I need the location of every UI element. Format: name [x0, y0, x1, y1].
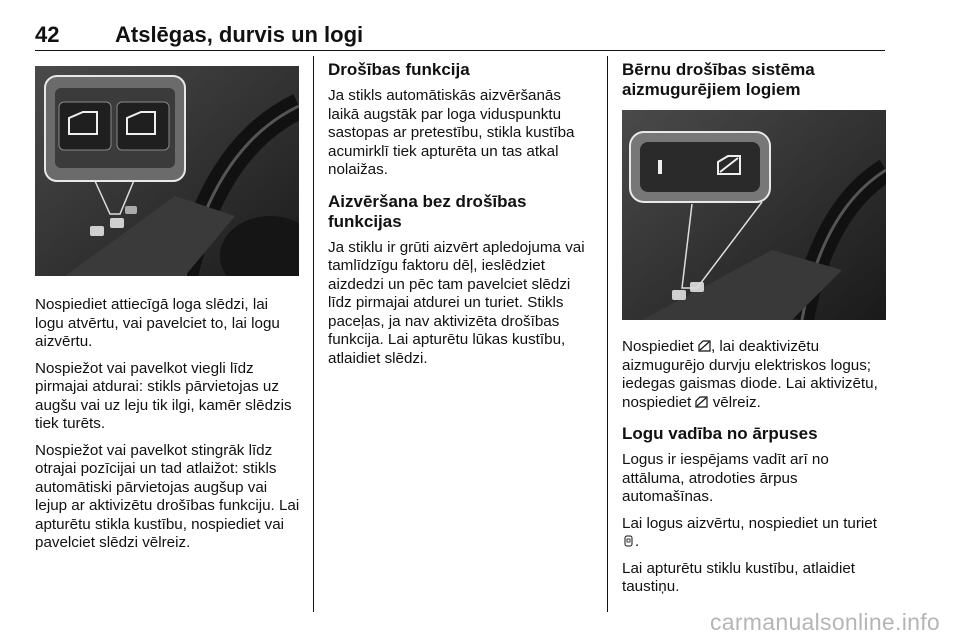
- section-heading: Logu vadība no ārpuses: [622, 424, 818, 443]
- section-heading: Drošības funkcija: [328, 60, 470, 79]
- paragraph: Ja stikls automātiskās aizvēršanās laikā augstāk par loga viduspunktu sastopas ar pretestību, stikla kustība acumirklī tiek apturēta un tas atkal nolaižas.: [328, 87, 575, 178]
- section-heading: Aizvēršana bez drošības funkcijas: [328, 191, 527, 231]
- paragraph: Nospiežot vai pavelkot stingrāk līdz otrajai pozīcijai un tad atlaižot: stikls automātiski pārvietojas augšup vai lejup ar aktivizētu drošības funkciju. Lai apturētu stikla kustību, nospiediet vai pavelciet slēdzi vēlreiz.: [35, 441, 300, 551]
- watermark: carmanualsonline.info: [709, 609, 940, 635]
- child-lock-icon: [695, 396, 708, 408]
- paragraph: Lai logus aizvērtu, nospiediet un turiet .: [622, 514, 877, 550]
- section-heading: Bērnu drošības sistēma aizmugurējiem logiem: [622, 60, 815, 99]
- page-number: 42: [35, 22, 60, 47]
- paragraph: Nospiediet attiecīgā loga slēdzi, lai logu atvērtu, vai pavelciet to, lai logu aizvērtu.: [35, 296, 280, 350]
- child-lock-photo: [622, 110, 886, 320]
- column-middle: [328, 60, 593, 376]
- child-lock-icon: [698, 340, 711, 352]
- column-right: [622, 60, 887, 605]
- paragraph: Nospiežot vai pavelkot viegli līdz pirmajai atdurai: stikls pārvietojas uz augšu vai uz leju tik ilgi, kamēr slēdzis tiek turēts.: [35, 359, 292, 432]
- window-switch-photo: [35, 66, 299, 276]
- column-divider: [607, 56, 608, 612]
- paragraph: Ja stiklu ir grūti aizvērt apledojuma vai tamlīdzīgu faktoru dēļ, ieslēdziet aizdedzi un pēc tam pavelciet slēdzi līdz pirmajai atdurei un turiet. Stikls paceļas, ja nav aktivizēta drošības funkcija. Lai apturētu lūkas kustību, atlaidiet slēdzi.: [328, 238, 585, 367]
- paragraph: Nospiediet , lai deaktivizētu aizmugurējo durvju elektriskos logus; iedegas gaismas diode. Lai aktivizētu, nospiediet vēlreiz.: [622, 338, 878, 411]
- paragraph: Logus ir iespējams vadīt arī no attāluma, atrodoties ārpus automašīnas.: [622, 451, 829, 505]
- page-header: [35, 20, 885, 51]
- paragraph: Lai apturētu stiklu kustību, atlaidiet taustiņu.: [622, 559, 856, 595]
- column-left: [35, 60, 300, 561]
- lock-key-icon: [622, 535, 635, 547]
- page-title: Atslēgas, durvis un logi: [115, 22, 364, 47]
- column-divider: [313, 56, 314, 612]
